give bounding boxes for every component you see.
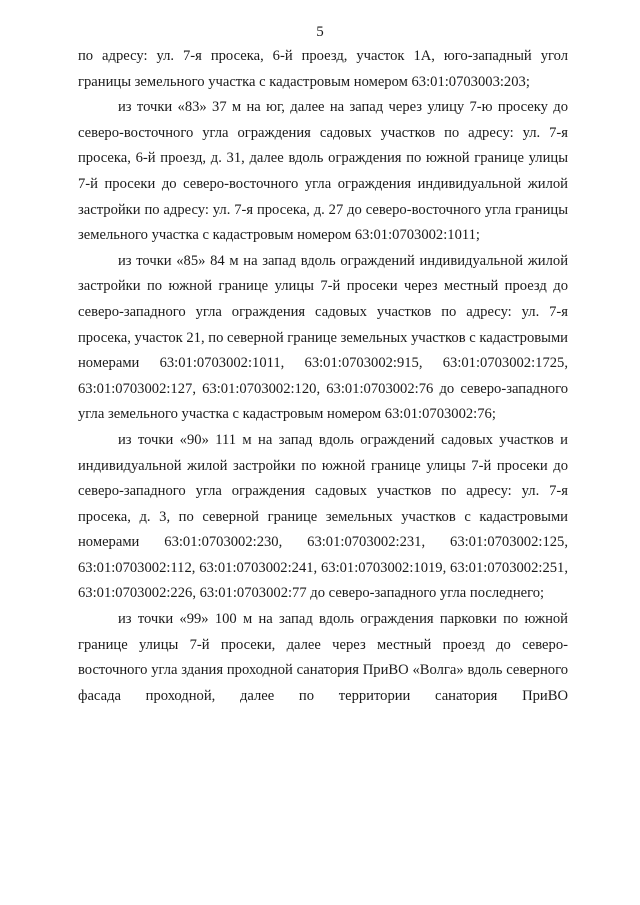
paragraph-point-83: из точки «83» 37 м на юг, далее на запад через улицу 7-ю просеку до северо-восточного угла ограждения садовых участков по адресу: ул. 7-я просека, 6-й проезд, д. 31, далее вдоль ограждения по южной границе улицы 7-й просеки до северо-восточного угла ограждения индивидуальной жилой застройки по адресу: ул. 7-я просека, д. 27 до северо-восточного угла границы земельного участка с кадастровым номером 63:01:0703002:1011; xyxy=(78,99,568,244)
document-body xyxy=(78,44,568,709)
paragraph-point-90: из точки «90» 111 м на запад вдоль ограждений садовых участков и индивидуальной жилой застройки по южной границе улицы 7-й просеки до северо-западного угла ограждения садовых участков по адресу: ул. 7-я просека, д. 3, по северной границе земельных участков с кадастровыми номерами 63:01:0703002:230, 63:01:0703002:231, 63:01:0703002:125, 63:01:0703002:112, 63:01:0703002:241, 63:01:0703002:1019, 63:01:0703002:251, 63:01:0703002:226, 63:01:0703002:77 до северо-западного угла последнего; xyxy=(78,431,568,602)
paragraph-point-85: из точки «85» 84 м на запад вдоль ограждений индивидуальной жилой застройки по южной границе улицы 7-й просеки через местный проезд до северо-западного угла ограждения садовых участков по адресу: ул. 7-я просека, участок 21, по северной границе земельных участков с кадастровыми номерами 63:01:0703002:1011, 63:01:0703002:915, 63:01:0703002:1725, 63:01:0703002:127, 63:01:0703002:120, 63:01:0703002:76 до северо-западного угла земельного участка с кадастровым номером 63:01:0703002:76; xyxy=(78,252,568,423)
paragraph-point-99: из точки «99» 100 м на запад вдоль ограждения парковки по южной границе улицы 7-й просеки, далее через местный проезд до северо-восточного угла здания проходной санатория ПриВО «Волга» вдоль северного фасада проходной, далее по территории санатория ПриВО xyxy=(78,611,568,704)
paragraph-address-continuation: по адресу: ул. 7-я просека, 6-й проезд, участок 1А, юго-западный угол границы земельного участка с кадастровым номером 63:01:0703003:203; xyxy=(78,48,568,90)
page-number: 5 xyxy=(316,24,324,40)
